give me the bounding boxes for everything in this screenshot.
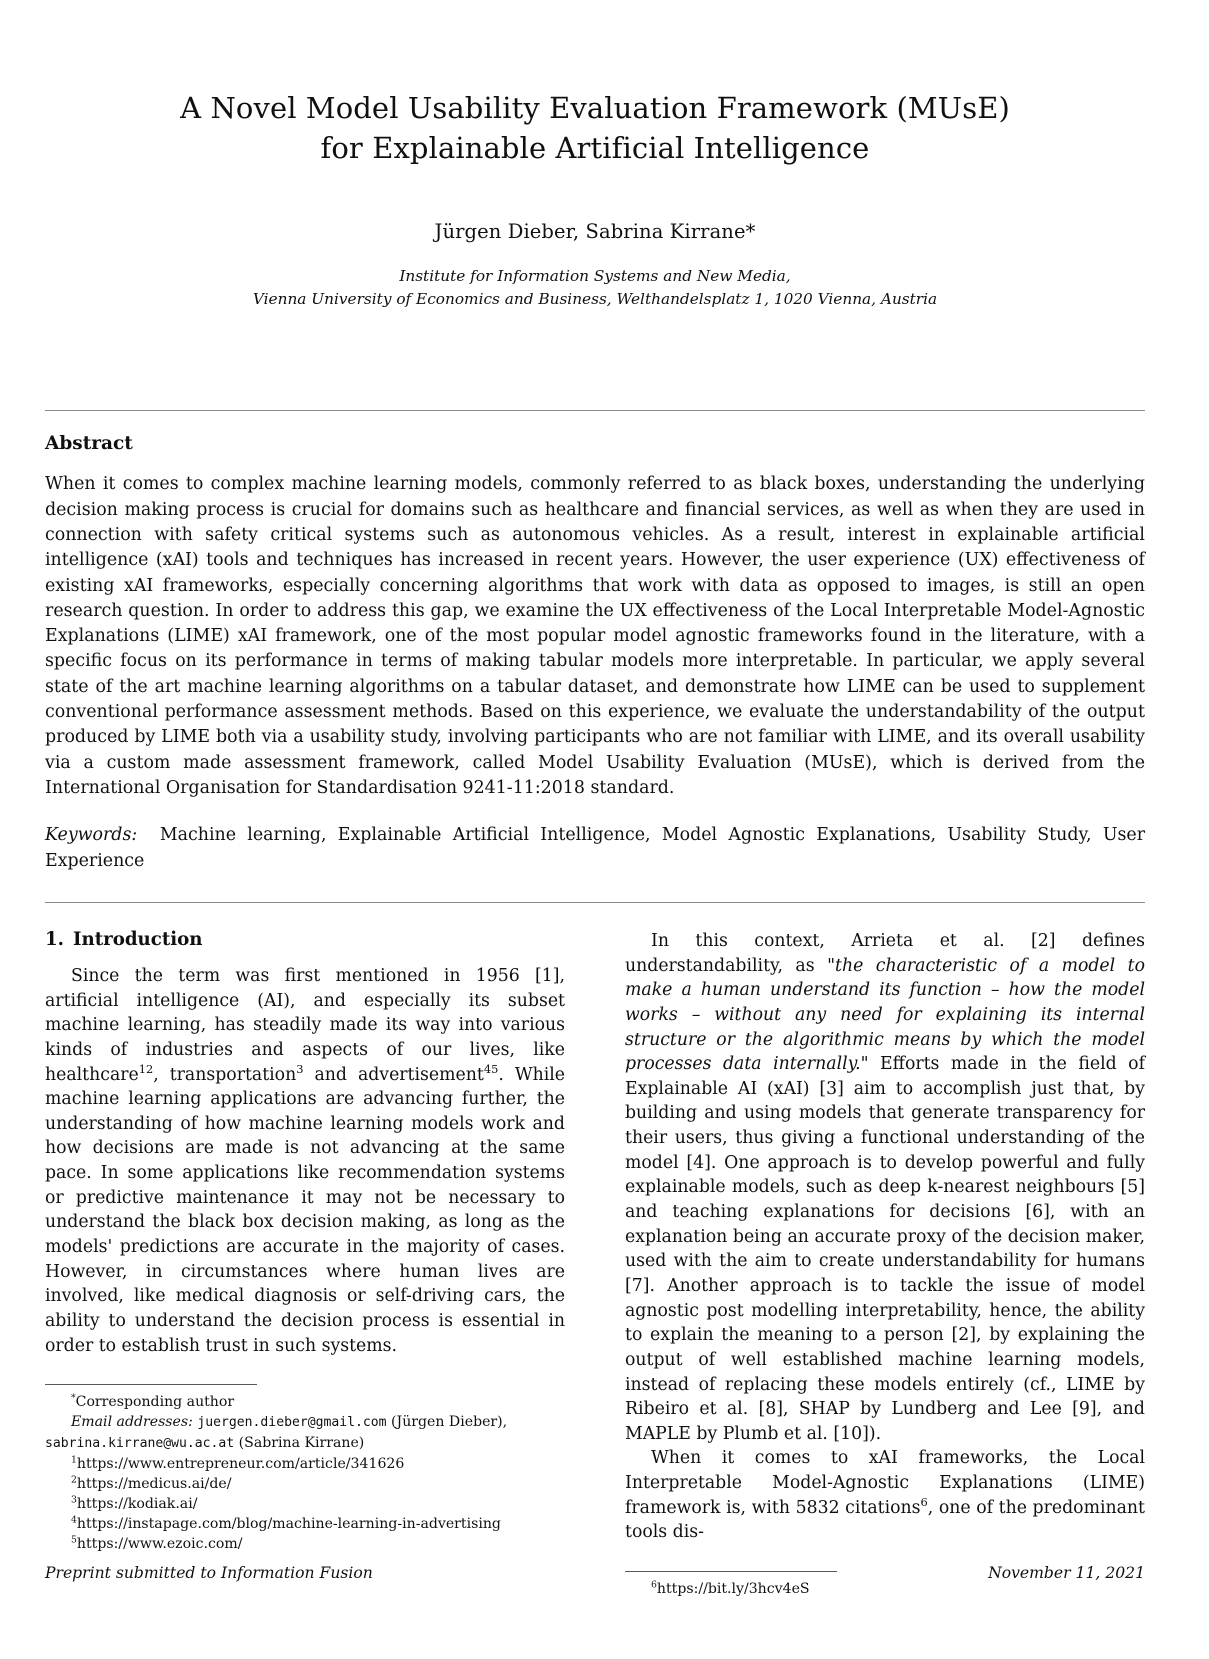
email-owner-1: (Jürgen Dieber), (386, 1414, 508, 1431)
left-column (45, 929, 565, 1599)
footnote-ref-12: 12 (138, 1061, 154, 1076)
intro-text-a: Since the term was first mentioned in 1956 [1], artificial intelligence (AI), and especially its subset machine learning, has steadily made its way into various kinds of industries and aspects of our lives, like healthcare (45, 965, 565, 1085)
footnote-number: 2 (71, 1474, 77, 1486)
footnote-ref-6: 6 (920, 1494, 928, 1509)
email-addresses-label: Email addresses: (71, 1414, 193, 1431)
body-columns (45, 929, 1145, 1599)
page-footer (45, 1564, 1145, 1582)
page-title: A Novel Model Usability Evaluation Framework (MUsE) for Explainable Artificial Intelligence (180, 91, 1010, 166)
footnote-ref-45: 45 (483, 1061, 499, 1076)
arrieta-quote: "the characteristic of a model to make a human understand its function – how the model works – without any need for explaining its internal structure or the algorithmic means by which the model processes data internally." (625, 955, 1145, 1075)
footnote-url[interactable]: https://www.entrepreneur.com/article/341626 (76, 1455, 405, 1472)
asterisk-marker: * (71, 1392, 76, 1404)
footnote-item (45, 1534, 565, 1554)
section-title: Introduction (73, 928, 203, 950)
footnote-email-addresses (45, 1412, 565, 1453)
footnote-number: 5 (71, 1534, 77, 1546)
keywords-line (45, 823, 1145, 874)
affiliation (45, 265, 1145, 310)
footnote-url[interactable]: https://instapage.com/blog/machine-learning-in-advertising (76, 1516, 501, 1533)
intro-text-c: and advertisement (303, 1064, 484, 1085)
title-block (45, 0, 1145, 310)
footnote-item (45, 1494, 565, 1514)
abstract-section (45, 411, 1145, 874)
abstract-heading: Abstract (45, 433, 133, 455)
footnotes-left (45, 1384, 565, 1554)
right-column (625, 929, 1145, 1599)
right-paragraph-2 (625, 1446, 1145, 1545)
footnote-item (45, 1514, 565, 1534)
author-list: Jürgen Dieber, Sabrina Kirrane* (434, 220, 756, 244)
footnote-item (45, 1454, 565, 1474)
intro-text-d: . While machine learning applications are advancing further, the understanding of how machine learning models work and how decisions are made is not advancing at the same pace. In some applications like recommendation systems or predictive maintenance it may not be necessary to understand the black box decision making, as long as the models' predictions are accurate in the majority of cases. However, in circumstances where human lives are involved, like medical diagnosis or self-driving cars, the ability to understand the decision process is essential in order to establish trust in such systems. (45, 1064, 565, 1356)
email-owner-2: (Sabrina Kirrane) (234, 1435, 365, 1452)
footnote-url[interactable]: https://www.ezoic.com/ (76, 1536, 243, 1553)
intro-text-b: , transportation (153, 1064, 297, 1085)
keywords-label: Keywords: (45, 825, 138, 846)
footnote-url[interactable]: https://bit.ly/3hcv4eS (656, 1580, 810, 1597)
keywords-value: Machine learning, Explainable Artificial Intelligence, Model Agnostic Explanations, Usability Study, User Experience (45, 825, 1146, 871)
footnote-ref-3: 3 (296, 1061, 304, 1076)
footnote-number: 6 (651, 1579, 657, 1591)
right-text-a: In this context, Arrieta et al. [2] defines understandability, as (625, 930, 1145, 976)
right-text-b: Efforts made in the field of Explainable AI (xAI) [3] aim to accomplish just that, by building and using models that generate transparency for their users, thus giving a functional understanding of the model [4]. One approach is to develop powerful and fully explainable models, such as deep k-nearest neighbours [5] and teaching explanations for decisions [6], with an explanation being an accurate proxy of the decision maker, used with the aim to create understandability for humans [7]. Another approach is to tackle the issue of model agnostic post modelling interpretability, hence, the ability to explain the meaning to a person [2], by explaining the output of well established machine learning models, instead of replacing these models entirely (cf., LIME by Ribeiro et al. [8], SHAP by Lundberg and Lee [9], and MAPLE by Plumb et al. [10]). (625, 1054, 1145, 1444)
section-heading-introduction (45, 929, 565, 950)
footnote-number: 4 (71, 1514, 77, 1526)
section-number: 1. (45, 928, 64, 950)
lime-text-b: , one of the predominant tools dis- (625, 1497, 1145, 1543)
right-paragraph-1 (625, 929, 1145, 1446)
footnote-number: 3 (71, 1494, 77, 1506)
page-content (45, 0, 1145, 1599)
footer-right: November 11, 2021 (988, 1564, 1145, 1582)
footer-left: Preprint submitted to Information Fusion (45, 1564, 373, 1582)
lime-text-a: When it comes to xAI frameworks, the Local Interpretable Model-Agnostic Explanations (LIME) framework is, with 5832 citations (625, 1448, 1145, 1518)
divider-below-abstract (45, 902, 1145, 903)
corresponding-author-text: Corresponding author (75, 1394, 235, 1411)
footnote-number: 1 (71, 1454, 77, 1466)
email-address-2[interactable]: sabrina.kirrane@wu.ac.at (45, 1436, 235, 1452)
footnote-url[interactable]: https://kodiak.ai/ (76, 1496, 198, 1513)
footnote-item (45, 1474, 565, 1494)
affiliation-line-2: Vienna University of Economics and Business, Welthandelsplatz 1, 1020 Vienna, Austria (252, 289, 938, 308)
affiliation-line-1: Institute for Information Systems and New Media, (399, 267, 791, 286)
abstract-body: When it comes to complex machine learning models, commonly referred to as black boxes, understanding the underlying decision making process is crucial for domains such as healthcare and financial services, as well as when they are used in connection with safety critical systems such as autonomous vehicles. As a result, interest in explainable artificial intelligence (xAI) tools and techniques has increased in recent years. However, the user experience (UX) effectiveness of existing xAI frameworks, especially concerning algorithms that work with data as opposed to images, is still an open research question. In order to address this gap, we examine the UX effectiveness of the Local Interpretable Model-Agnostic Explanations (LIME) xAI framework, one of the most popular model agnostic frameworks found in the literature, with a specific focus on its performance in terms of making tabular models more interpretable. In particular, we apply several state of the art machine learning algorithms on a tabular dataset, and demonstrate how LIME can be used to supplement conventional performance assessment methods. Based on this experience, we evaluate the understandability of the output produced by LIME both via a usability study, involving participants who are not familiar with LIME, and its overall usability via a custom made assessment framework, called Model Usability Evaluation (MUsE), which is derived from the International Organisation for Standardisation 9241-11:2018 standard. (45, 474, 1145, 799)
intro-paragraph-1 (45, 964, 565, 1358)
footnote-corresponding-author (45, 1392, 565, 1412)
footnote-url[interactable]: https://medicus.ai/de/ (76, 1475, 232, 1492)
footnote-item (625, 1579, 1145, 1599)
footnote-rule-left (45, 1384, 257, 1385)
email-address-1[interactable]: juergen.dieber@gmail.com (197, 1415, 387, 1431)
